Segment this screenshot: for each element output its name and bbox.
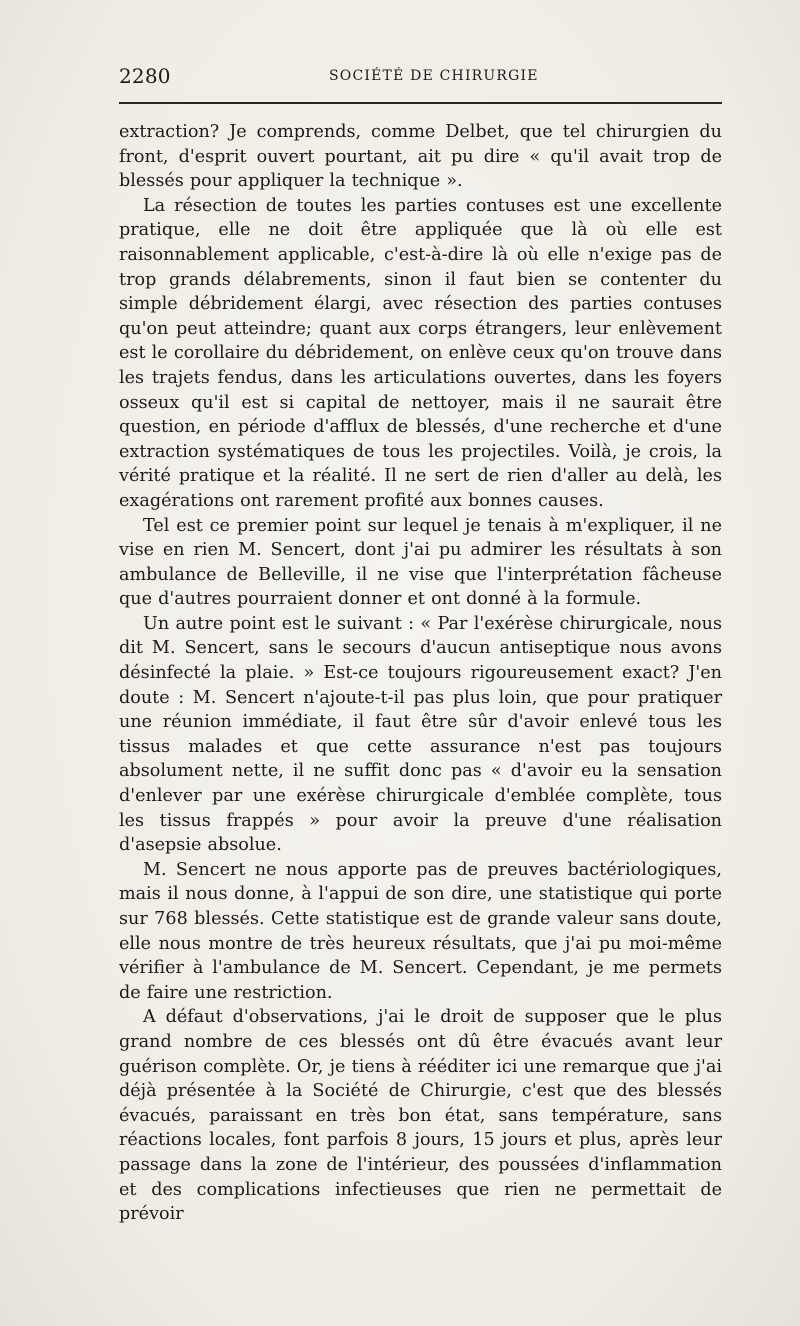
paragraph: Un autre point est le suivant : « Par l'exérèse chirurgicale, nous dit M. Sencert, sans le secours d'aucun antiseptique nous avons désinfecté la plaie. » Est-ce toujours rigoureusement exact? J'en doute : M. Sencert n'ajoute-t-il pas plus loin, que pour pratiquer une réunion immédiate, il faut être sûr d'avoir enlevé tous les tissus malades et que cette assurance n'est pas toujours absolument nette, il ne suffit donc pas « d'avoir eu la sensation d'enlever par une exérèse chirurgicale d'emblée complète, tous les tissus frappés » pour avoir la preuve d'une réalisation d'asepsie absolue. [119, 613, 722, 856]
paragraph: La résection de toutes les parties contuses est une excellente pratique, elle ne doit être appliquée que là où elle est raisonnablement applicable, c'est-à-dire là où elle n'exige pas de trop grands délabrements, sinon il faut bien se contenter du simple débridement élargi, avec résection des parties contuses qu'on peut atteindre; quant aux corps étrangers, leur enlèvement est le corollaire du débridement, on enlève ceux qu'on trouve dans les trajets fendus, dans les articulations ouvertes, dans les foyers osseux qu'il est si capital de nettoyer, mais il ne saurait être question, en période d'afflux de blessés, d'une recherche et d'une extraction systématiques de tous les projectiles. Voilà, je crois, la vérité pratique et la réalité. Il ne sert de rien d'aller au delà, les exagérations ont rarement profité aux bonnes causes. [119, 195, 722, 511]
paragraph: Tel est ce premier point sur lequel je tenais à m'expliquer, il ne vise en rien M. Sencert, dont j'ai pu admirer les résultats à son ambulance de Belleville, il ne vise que l'interprétation fâcheuse que d'autres pourraient donner et ont donné à la formule. [119, 515, 722, 610]
paragraph: M. Sencert ne nous apporte pas de preuves bactériologiques, mais il nous donne, à l'appui de son dire, une statistique qui porte sur 768 blessés. Cette statistique est de grande valeur sans doute, elle nous montre de très heureux résultats, que j'ai pu moi-même vérifier à l'ambulance de M. Sencert. Cependant, je me permets de faire une restriction. [119, 859, 722, 1003]
header-rule [119, 102, 722, 104]
paragraph: A défaut d'observations, j'ai le droit de supposer que le plus grand nombre de ces blessés ont dû être évacués avant leur guérison complète. Or, je tiens à rééditer ici une remarque que j'ai déjà présentée à la Société de Chirurgie, c'est que des blessés évacués, paraissant en très bon état, sans température, sans réactions locales, font parfois 8 jours, 15 jours et plus, après leur passage dans la zone de l'intérieur, des poussées d'inflammation et des complications infectieuses que rien ne permettait de prévoir [119, 1007, 722, 1225]
page-number: 2280 [119, 64, 171, 88]
running-head [119, 64, 722, 92]
body-text [119, 120, 722, 1227]
running-title: SOCIÉTÉ DE CHIRURGIE [329, 68, 539, 84]
paragraph-continued: extraction? Je comprends, comme Delbet, que tel chirurgien du front, d'esprit ouvert pourtant, ait pu dire « qu'il avait trop de blessés pour appliquer la technique ». [119, 122, 722, 192]
